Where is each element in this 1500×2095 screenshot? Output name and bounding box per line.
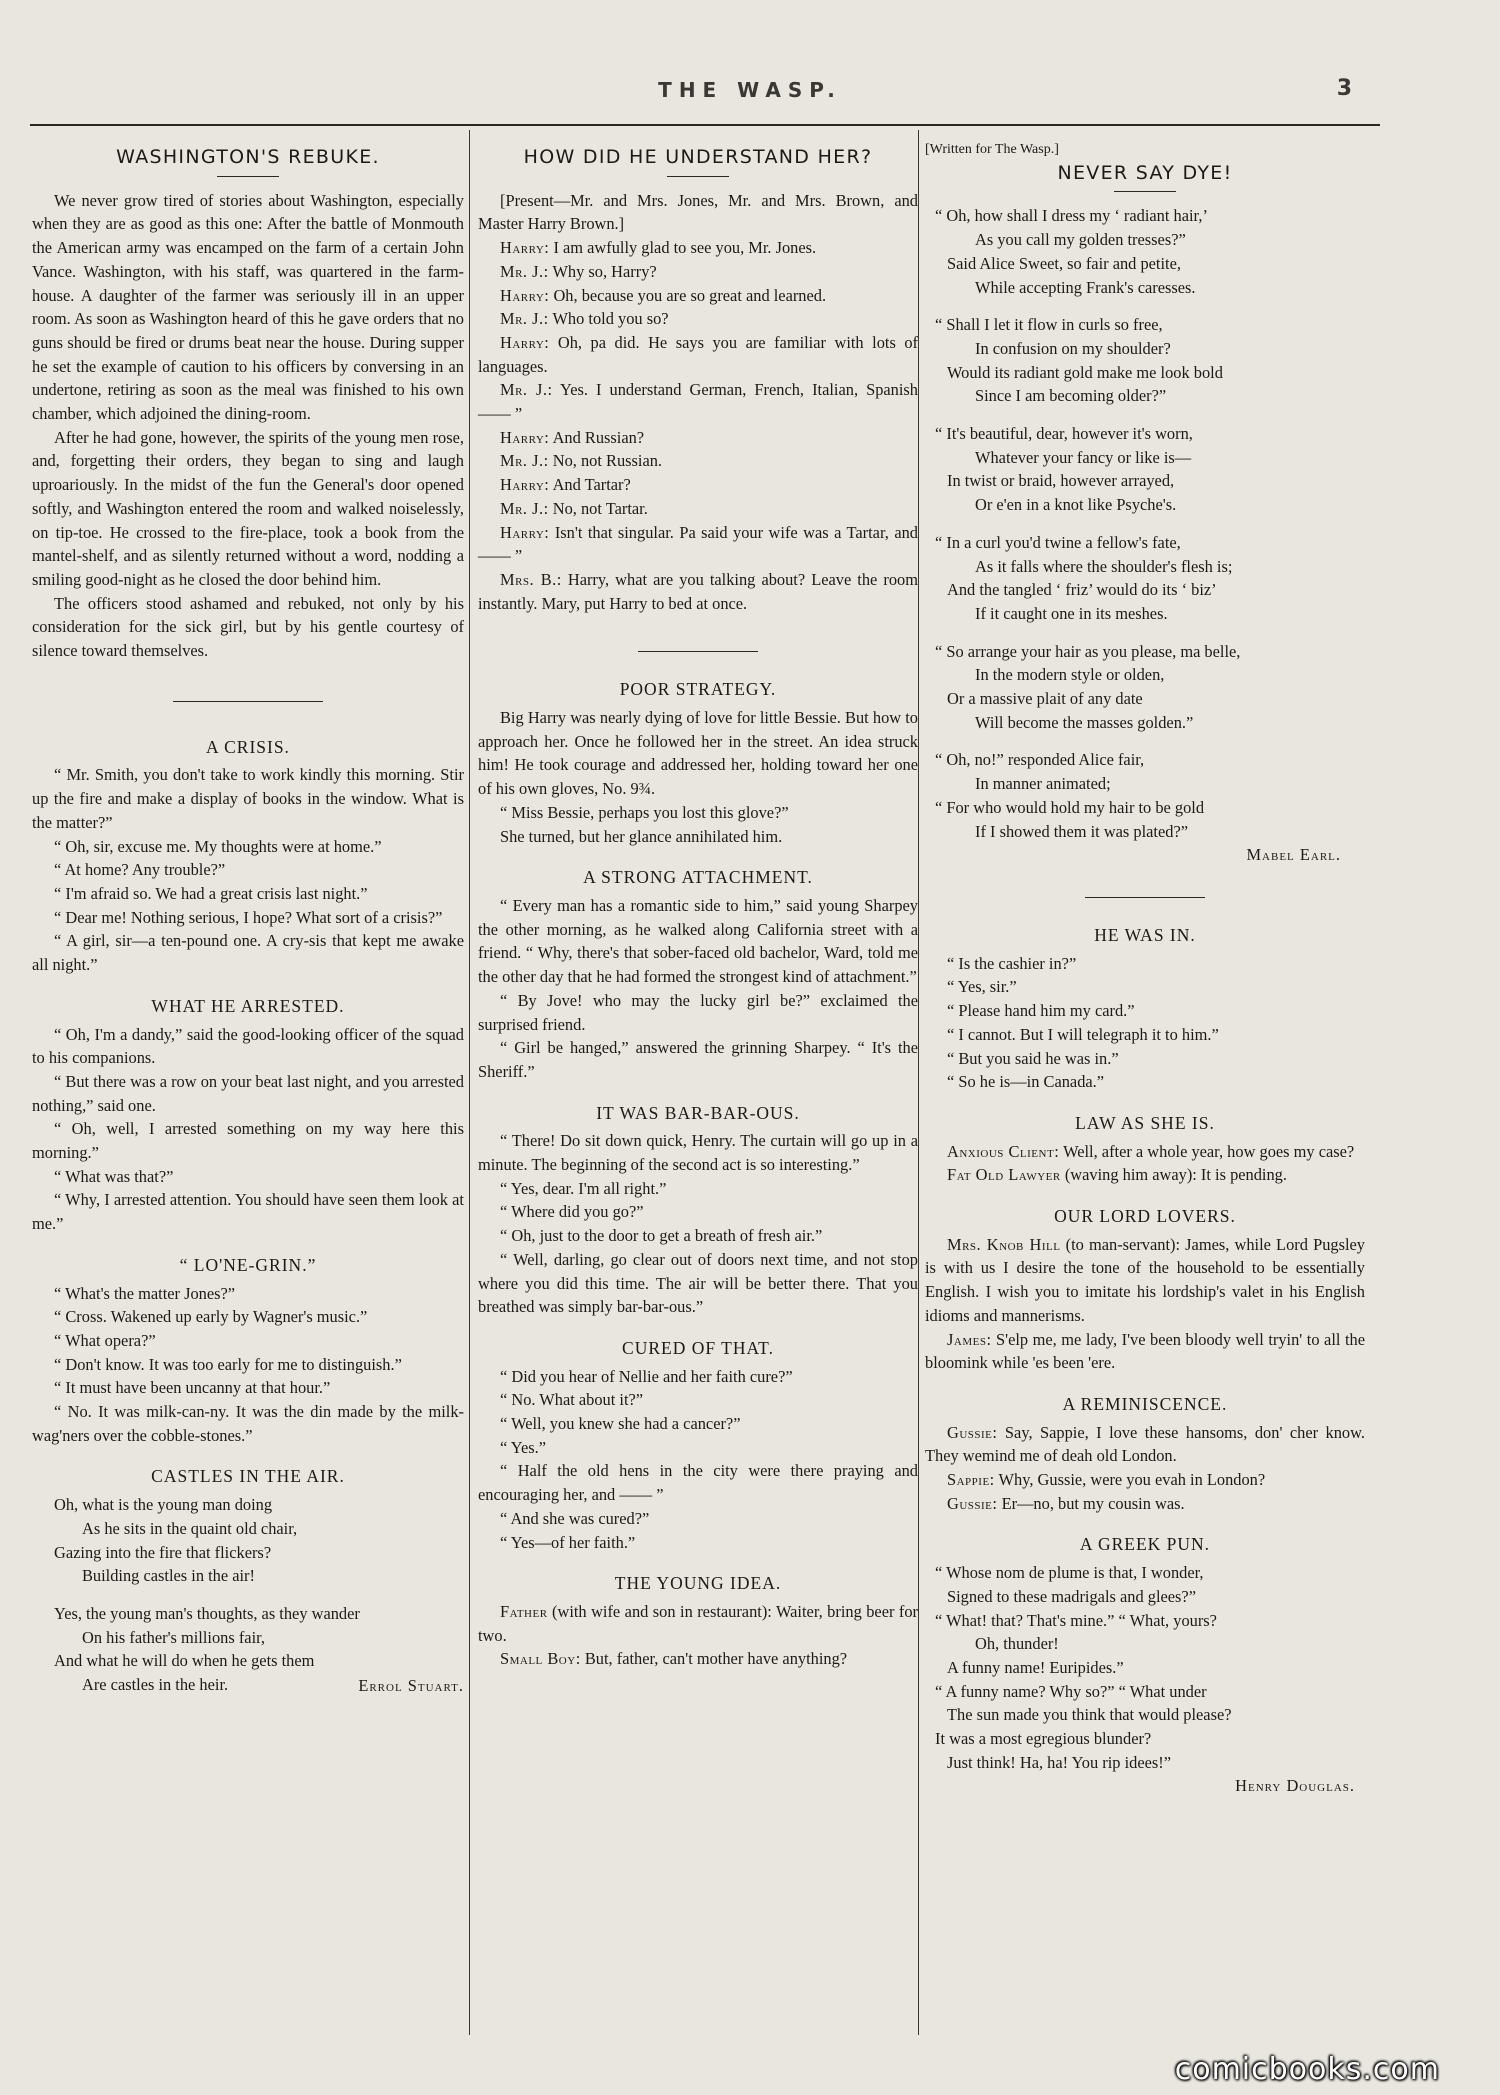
speaker: Fat Old Lawyer [947, 1165, 1061, 1185]
speaker: Harry: [500, 427, 550, 447]
dialogue-text: Who told you so? [552, 309, 669, 329]
page-header [0, 0, 1500, 134]
verse-line: Will become the masses golden.” [975, 712, 1194, 732]
dialogue-text: Well, after a whole year, how goes my case? [1063, 1141, 1355, 1161]
dialogue-text: No, not Russian. [552, 451, 663, 471]
dialogue-text: Er—no, but my cousin was. [1001, 1493, 1185, 1513]
verse-line: Oh, thunder! [975, 1634, 1059, 1654]
article-title: A STRONG ATTACHMENT. [583, 867, 813, 888]
verse-line: Gazing into the fire that flickers? [54, 1542, 272, 1562]
dialogue-text: Say, Sappie, I love these hansoms, don' cher know. They wemind me of deah old London. [925, 1422, 1365, 1466]
paragraph: “ Every man has a romantic side to him,” said young Sharpey the other morning, as he walked along California street with a friend. “ Why, there's that sober-faced old bachelor, Ward, told me the other day that he had formed the strongest kind of attachment.” [478, 895, 918, 987]
verse-line: Oh, what is the young man doing [54, 1495, 273, 1515]
speaker: Mr. J.: [500, 498, 549, 518]
article-title: NEVER SAY DYE! [1057, 161, 1233, 184]
paragraph: She turned, but her glance annihilated him. [500, 826, 783, 846]
paragraph: “ I'm afraid so. We had a great crisis last night.” [54, 883, 368, 903]
verse-line: Or e'en in a knot like Psyche's. [975, 495, 1177, 515]
paragraph: Big Harry was nearly dying of love for little Bessie. But how to approach her. Once he followed her in the street. An idea struck him! He took courage and addressed her, holding toward her one of his own gloves, No. 9¾. [478, 708, 918, 799]
dialogue-text: Oh, because you are so great and learned. [553, 285, 827, 305]
speaker: James: [947, 1329, 992, 1349]
verse-line: “ A funny name? Why so?” “ What under [935, 1681, 1207, 1701]
paragraph: After he had gone, however, the spirits of the young men rose, and, forgetting their orders, they began to sing and laugh uproariously. In the midst of the fun the General's door opened softly, and Washington entered the room and walked noiselessly, on tip-toe. He crossed to the fire-place, took a book from the mantel-shelf, and as silently returned without a word, nodding a smiling good-night as he closed the door behind him. [32, 427, 464, 589]
verse-line: And the tangled ‘ friz’ would do its ‘ biz’ [947, 580, 1217, 600]
verse-line: If I showed them it was plated?” [975, 821, 1189, 841]
masthead: THE WASP. [658, 78, 842, 102]
paragraph: “ By Jove! who may the lucky girl be?” exclaimed the surprised friend. [478, 990, 918, 1034]
dialogue-text: Why so, Harry? [552, 261, 657, 281]
stanza [925, 204, 1365, 299]
article-title: A GREEK PUN. [1079, 1534, 1211, 1555]
dialogue-text: S'elp me, me lady, I've been bloody well tryin' to all the bloomink while 'es been 'ere. [925, 1329, 1365, 1373]
paragraph: “ At home? Any trouble?” [54, 860, 226, 880]
dialogue-text: And Russian? [552, 427, 645, 447]
paragraph: “ So he is—in Canada.” [947, 1072, 1105, 1092]
paragraph: “ Mr. Smith, you don't take to work kindly this morning. Stir up the fire and make a display of books in the window. What is the matter?” [32, 765, 464, 832]
paragraph: “ I cannot. But I will telegraph it to him.” [947, 1024, 1219, 1044]
paragraph: “ Don't know. It was too early for me to distinguish.” [54, 1354, 402, 1374]
stanza [925, 640, 1365, 735]
dialogue-text: I am awfully glad to see you, Mr. Jones. [553, 238, 817, 258]
poem [925, 1561, 1365, 1774]
article-title: WHAT HE ARRESTED. [151, 995, 345, 1016]
paragraph: “ Dear me! Nothing serious, I hope? What sort of a crisis?” [54, 907, 443, 927]
verse-line: Since I am becoming older?” [975, 386, 1167, 406]
title-rule [1114, 191, 1176, 192]
section-rule [638, 651, 758, 652]
verse-line: Yes, the young man's thoughts, as they wander [54, 1603, 360, 1623]
paragraph: “ Oh, I'm a dandy,” said the good-looking officer of the squad to his companions. [32, 1024, 464, 1068]
paragraph: “ There! Do sit down quick, Henry. The curtain will go up in a minute. The beginning of the second act is so interesting.” [478, 1131, 918, 1175]
paragraph: “ Please hand him my card.” [947, 1001, 1135, 1021]
author-signature: Henry Douglas. [1235, 1776, 1355, 1796]
title-rule [667, 176, 729, 177]
title-rule [217, 176, 279, 177]
article-title: HOW DID HE UNDERSTAND HER? [523, 146, 873, 168]
speaker: Mrs. Knob Hill [947, 1234, 1061, 1254]
verse-line: Whatever your fancy or like is— [975, 447, 1192, 467]
paragraph: “ Well, you knew she had a cancer?” [500, 1414, 741, 1434]
dialogue-text: No, not Tartar. [552, 498, 648, 518]
verse-line: Signed to these madrigals and glees?” [947, 1586, 1196, 1606]
paragraph: “ No. What about it?” [500, 1390, 644, 1410]
header-rule [30, 124, 1380, 126]
paragraph: “ A girl, sir—a ten-pound one. A cry-sis that kept me awake all night.” [32, 931, 464, 975]
paragraph: “ Did you hear of Nellie and her faith cure?” [500, 1366, 793, 1386]
paragraph: “ But there was a row on your beat last night, and you arrested nothing,” said one. [32, 1071, 464, 1115]
speaker: Mr. J.: [500, 261, 549, 281]
paragraph: “ What's the matter Jones?” [54, 1283, 236, 1303]
verse-line: In twist or braid, however arrayed, [947, 471, 1175, 491]
paragraph: “ Is the cashier in?” [947, 953, 1077, 973]
verse-line: While accepting Frank's caresses. [975, 277, 1196, 297]
site-watermark: comicbooks.com [1174, 2052, 1440, 2087]
speaker: Small Boy: [500, 1649, 581, 1669]
article-title: A CRISIS. [206, 736, 290, 757]
paragraph: We never grow tired of stories about Washington, especially when they are as good as this one: After the battle of Monmouth the American army was encamped on the farm of a certain John Vance. Washington, with his staff, was quartered in the farm-house. A daughter of the farmer was seriously ill in an upper room. As soon as Washington heard of this he gave orders that no guns should be fired or drums beat near the house. During supper he set the example of caution to his officers by conversing in an undertone, retiring as soon as the meal was finished to his own chamber, which adjoined the dining-room. [32, 190, 464, 424]
dialogue-text: Why, Gussie, were you evah in London? [998, 1470, 1266, 1490]
article-title: OUR LORD LOVERS. [1054, 1206, 1236, 1227]
article-title: CASTLES IN THE AIR. [151, 1466, 345, 1487]
speaker: Gussie: [947, 1493, 998, 1513]
section-rule [1085, 897, 1205, 898]
column-1 [32, 138, 464, 1697]
article-title: IT WAS BAR-BAR-OUS. [596, 1102, 800, 1123]
paragraph: “ Why, I arrested attention. You should have seen them look at me.” [32, 1190, 464, 1234]
article-title: CURED OF THAT. [622, 1337, 774, 1358]
paragraph: “ But you said he was in.” [947, 1048, 1119, 1068]
article-title: WASHINGTON'S REBUKE. [116, 146, 380, 168]
author-signature: Mabel Earl. [1246, 845, 1341, 865]
article-title: “ LO'NE-GRIN.” [179, 1254, 317, 1275]
verse-line: Would its radiant gold make me look bold [947, 362, 1223, 382]
article-title: POOR STRATEGY. [619, 679, 777, 700]
stanza [32, 1493, 464, 1588]
verse-line: Just think! Ha, ha! You rip idees!” [947, 1752, 1171, 1772]
poem [925, 204, 1365, 843]
stanza [925, 748, 1365, 843]
dialogue-text: Harry, what are you talking about? Leave the room instantly. Mary, put Harry to bed at once. [478, 569, 918, 613]
paragraph: “ Yes, sir.” [947, 977, 1017, 997]
column-3 [925, 138, 1365, 1798]
stanza [925, 531, 1365, 626]
paragraph: “ And she was cured?” [500, 1508, 650, 1528]
paragraph: “ Oh, sir, excuse me. My thoughts were at home.” [54, 836, 382, 856]
speaker: Sappie: [947, 1470, 995, 1490]
verse-line: It was a most egregious blunder? [935, 1729, 1152, 1749]
section-rule [173, 701, 323, 702]
paragraph: “ Well, darling, go clear out of doors next time, and not stop where you did this time. The air will be better there. That you breathed was simply bar-bar-ous.” [478, 1249, 918, 1317]
article-title: THE YOUNG IDEA. [614, 1573, 782, 1594]
verse-line: “ What! that? That's mine.” “ What, yours? [935, 1610, 1217, 1630]
verse-line: “ For who would hold my hair to be gold [935, 797, 1205, 817]
verse-line: “ It's beautiful, dear, however it's worn, [935, 424, 1193, 444]
author-note: [Written for The Wasp.] [925, 142, 1059, 157]
paragraph: The officers stood ashamed and rebuked, not only by his consideration for the sick girl, but by his gentle courtesy of silence toward themselves. [32, 593, 464, 661]
dialogue-text: (with wife and son in restaurant): Waiter, bring beer for two. [478, 1601, 918, 1645]
verse-line: In the modern style or olden, [975, 665, 1165, 685]
speaker: Harry: [500, 332, 550, 352]
poem [32, 1493, 464, 1697]
speaker: Harry: [500, 285, 550, 305]
stanza [925, 313, 1365, 408]
verse-line: As you call my golden tresses?” [975, 230, 1186, 250]
column-divider [469, 130, 470, 2035]
verse-line: In confusion on my shoulder? [975, 338, 1171, 358]
column-2 [478, 138, 918, 1671]
verse-line: “ So arrange your hair as you please, ma belle, [935, 641, 1241, 661]
dialogue-text: And Tartar? [552, 475, 631, 495]
dialogue-text: (to man-servant): James, while Lord Pugsley is with us I desire the tone of the household to be essentially English. I wish you to imitate his lordship's valet in his English idioms and mannerisms. [925, 1234, 1365, 1325]
speaker: Mr. J.: [500, 451, 549, 471]
verse-line: Building castles in the air! [82, 1566, 255, 1586]
paragraph: “ Oh, well, I arrested something on my way here this morning.” [32, 1119, 464, 1163]
paragraph: “ No. It was milk-can-ny. It was the din made by the milk-wag'ners over the cobble-stones.” [32, 1402, 464, 1445]
speaker: Father [500, 1601, 548, 1621]
speaker: Mr. J.: [500, 309, 549, 329]
author-signature: Errol Stuart. [358, 1675, 464, 1695]
speaker: Harry: [500, 475, 550, 495]
dialogue-text: Oh, pa did. He says you are familiar with lots of languages. [478, 332, 918, 376]
verse-line: Or a massive plait of any date [947, 689, 1143, 709]
dialogue-text: Yes. I understand German, French, Italian, Spanish —— ” [478, 380, 918, 424]
verse-line: “ In a curl you'd twine a fellow's fate, [935, 532, 1181, 552]
dialogue-text: But, father, can't mother have anything? [584, 1649, 848, 1669]
verse-line: As it falls where the shoulder's flesh is; [975, 556, 1233, 576]
paragraph: “ Girl be hanged,” answered the grinning Sharpey. “ It's the Sheriff.” [478, 1038, 918, 1081]
dialogue-text: (waving him away): It is pending. [1064, 1165, 1287, 1185]
verse-line: “ Shall I let it flow in curls so free, [935, 315, 1163, 335]
article-title: HE WAS IN. [1094, 924, 1196, 945]
verse-line: A funny name! Euripides.” [947, 1657, 1124, 1677]
verse-line: If it caught one in its meshes. [975, 603, 1168, 623]
speaker: Anxious Client: [947, 1141, 1060, 1161]
speaker: Harry: [500, 238, 550, 258]
speaker: Harry: [500, 522, 550, 542]
paragraph: “ Oh, just to the door to get a breath of fresh air.” [500, 1226, 823, 1246]
speaker: Mr. J.: [500, 380, 553, 400]
paragraph: “ Where did you go?” [500, 1202, 644, 1222]
paragraph: “ Cross. Wakened up early by Wagner's music.” [54, 1307, 368, 1327]
verse-line: And what he will do when he gets them [54, 1651, 315, 1671]
article-title: A REMINISCENCE. [1062, 1393, 1228, 1414]
verse-line: “ Oh, how shall I dress my ‘ radiant hair,’ [935, 206, 1208, 226]
verse-line: Said Alice Sweet, so fair and petite, [947, 253, 1181, 273]
dialogue-text: Isn't that singular. Pa said your wife was a Tartar, and —— ” [478, 522, 918, 566]
paragraph: “ Half the old hens in the city were there praying and encouraging her, and —— ” [478, 1461, 918, 1505]
paragraph: “ What was that?” [54, 1166, 174, 1186]
verse-line: The sun made you think that would please? [947, 1705, 1232, 1725]
speaker: Mrs. B.: [500, 569, 562, 589]
paragraph: “ It must have been uncanny at that hour.” [54, 1378, 331, 1398]
column-divider [918, 130, 919, 2035]
verse-line: “ Whose nom de plume is that, I wonder, [935, 1563, 1204, 1583]
page-number: 3 [1336, 76, 1352, 101]
verse-line: On his father's millions fair, [82, 1627, 266, 1647]
paragraph: “ Yes—of her faith.” [500, 1532, 636, 1552]
article-title: LAW AS SHE IS. [1075, 1112, 1215, 1133]
verse-line: “ Oh, no!” responded Alice fair, [935, 750, 1145, 770]
paragraph: “ Yes, dear. I'm all right.” [500, 1178, 667, 1198]
stage-direction: [Present—Mr. and Mrs. Jones, Mr. and Mrs. Brown, and Master Harry Brown.] [478, 190, 918, 234]
verse-line: Are castles in the heir. [82, 1675, 229, 1695]
paragraph: “ Yes.” [500, 1437, 546, 1457]
verse-line: As he sits in the quaint old chair, [82, 1518, 298, 1538]
stanza [925, 422, 1365, 517]
speaker: Gussie: [947, 1422, 998, 1442]
paragraph: “ What opera?” [54, 1330, 156, 1350]
verse-line: In manner animated; [975, 774, 1111, 794]
paragraph: “ Miss Bessie, perhaps you lost this glove?” [500, 802, 789, 822]
